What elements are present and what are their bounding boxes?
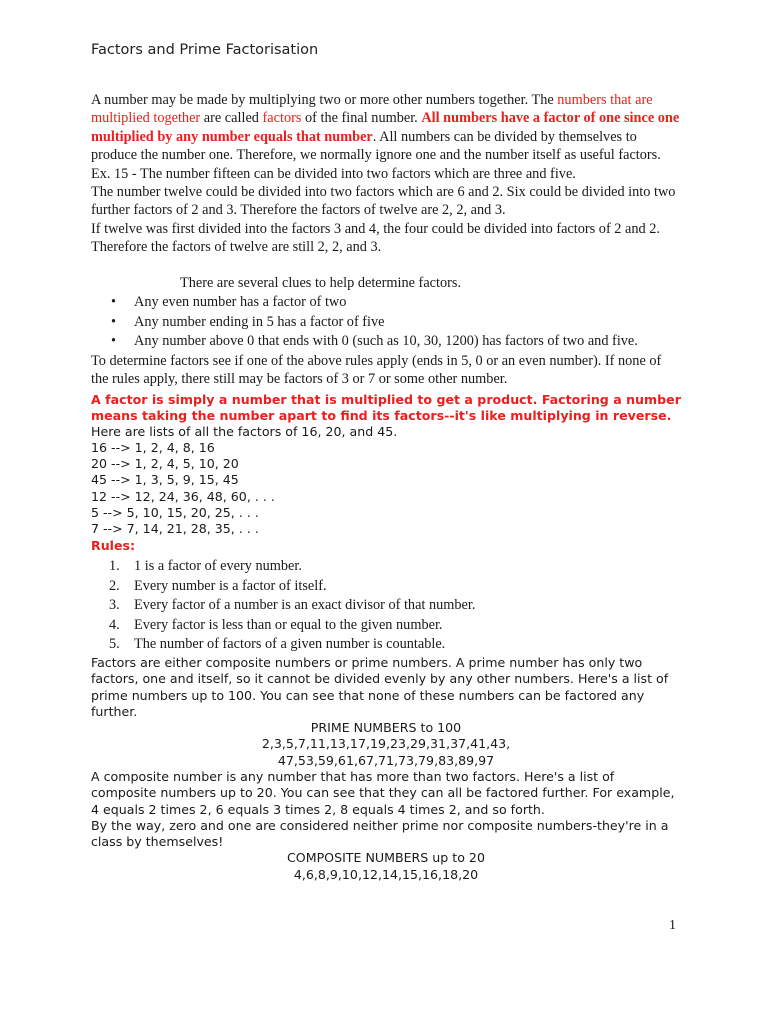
rules-heading: Rules: [91,537,136,553]
list-item [91,596,681,616]
intro-paragraph [91,91,681,165]
example-fifteen: Ex. 15 - The number fifteen can be divided into two factors which are three and five. [91,165,576,182]
list-item [91,557,681,577]
primes-heading: PRIME NUMBERS to 100 [310,720,462,736]
factor-list-line: 12 --> 12, 24, 36, 48, 60, . . . [91,488,275,504]
factor-list-line: 20 --> 1, 2, 4, 5, 10, 20 [91,456,239,472]
intro-text-2: are called [200,110,263,127]
rule-number: 1. [109,557,120,574]
intro-text-1: A number may be made by multiplying two or more other numbers together. The [91,92,558,108]
clue-text: Any number above 0 that ends with 0 (such as 10, 30, 1200) has factors of two and five. [134,333,638,350]
intro-text-3: of the final number. [301,110,422,127]
factor-lists-intro: Here are lists of all the factors of 16, 20, and 45. [91,423,398,439]
factor-list-line: 45 --> 1, 3, 5, 9, 15, 45 [91,472,239,488]
spacer [91,257,681,273]
page-number: 1 [669,918,676,933]
rule-number: 2. [109,577,120,594]
bullet-icon: • [111,333,117,350]
composites-list: 4,6,8,9,10,12,14,15,16,18,20 [293,866,479,882]
list-item [91,293,681,313]
primes-list-line-1: 2,3,5,7,11,13,17,19,23,29,31,37,41,43, [261,736,511,752]
clues-after: To determine factors see if one of the above rules apply (ends in 5, 0 or an even number). If none of the rules apply, there still may be factors of 3 or 7 or some other number. [91,352,662,387]
rules-list [91,557,681,655]
list-item [91,577,681,597]
rule-text: 1 is a factor of every number. [134,557,302,574]
example-twelve-alt: If twelve was first divided into the factors 3 and 4, the four could be divided into factors of 2 and 2. Therefore the factors of twelve are still 2, 2, and 3. [91,220,660,256]
rule-number: 4. [109,616,120,633]
example-twelve: The number twelve could be divided into two factors which are 6 and 2. Six could be divided into two further factors of 2 and 3. Therefore the factors of twelve are 2, 2, and 3. [91,184,676,219]
rule-text: Every factor is less than or equal to the given number. [134,616,443,633]
intro-highlight-factors: factors [262,110,302,127]
clues-list [91,293,681,352]
intro-text-4: . All numbers can be divided by themselves to produce the number one. Therefore, we normally ignore one and the number itself as useful factors. [91,128,661,164]
clue-text: Any even number has a factor of two [134,294,347,311]
rule-number: 3. [109,597,120,614]
composites-note: By the way, zero and one are considered neither prime nor composite numbers-they're in a class by themselves! [91,817,669,850]
rule-text: Every number is a factor of itself. [134,577,327,594]
bullet-icon: • [111,294,117,311]
rule-text: The number of factors of a given number is countable. [134,636,446,653]
factor-definition: A factor is simply a number that is multiplied to get a product. Factoring a number means taking the number apart to find its factors--it's like multiplying in reverse. [91,392,681,423]
document-body [91,91,681,883]
factor-list-line: 5 --> 5, 10, 15, 20, 25, . . . [91,505,259,521]
factor-list-line: 7 --> 7, 14, 21, 28, 35, . . . [91,521,259,537]
clues-intro: There are several clues to help determine factors. [180,274,462,291]
intro-highlight-multiplied: numbers that are multiplied together [91,92,653,127]
rule-number: 5. [109,636,120,653]
composites-heading: COMPOSITE NUMBERS up to 20 [287,850,485,866]
list-item [91,313,681,333]
primes-list-line-2: 47,53,59,61,67,71,73,79,83,89,97 [277,752,495,768]
clue-text: Any number ending in 5 has a factor of five [134,313,385,330]
document-header: Factors and Prime Factorisation [91,42,319,58]
primes-intro: Factors are either composite numbers or prime numbers. A prime number has only two factors, one and itself, so it cannot be divided evenly by any other numbers. Here's a list of prime numbers up to 100. You can see that none of these numbers can be factored any further. [91,654,669,719]
factor-list-line: 16 --> 1, 2, 4, 8, 16 [91,439,215,455]
bullet-icon: • [111,313,117,330]
list-item [91,616,681,636]
list-item [91,635,681,655]
list-item [91,332,681,352]
composites-intro: A composite number is any number that has more than two factors. Here's a list of composite numbers up to 20. You can see that they can all be factored further. For example, 4 equals 2 times 2, 6 equals 3 times 2, 8 equals 4 times 2, and so forth. [91,768,675,817]
intro-bold-statement: All numbers have a factor of one since one multiplied by any number equals that number [91,110,680,145]
rule-text: Every factor of a number is an exact divisor of that number. [134,597,476,614]
